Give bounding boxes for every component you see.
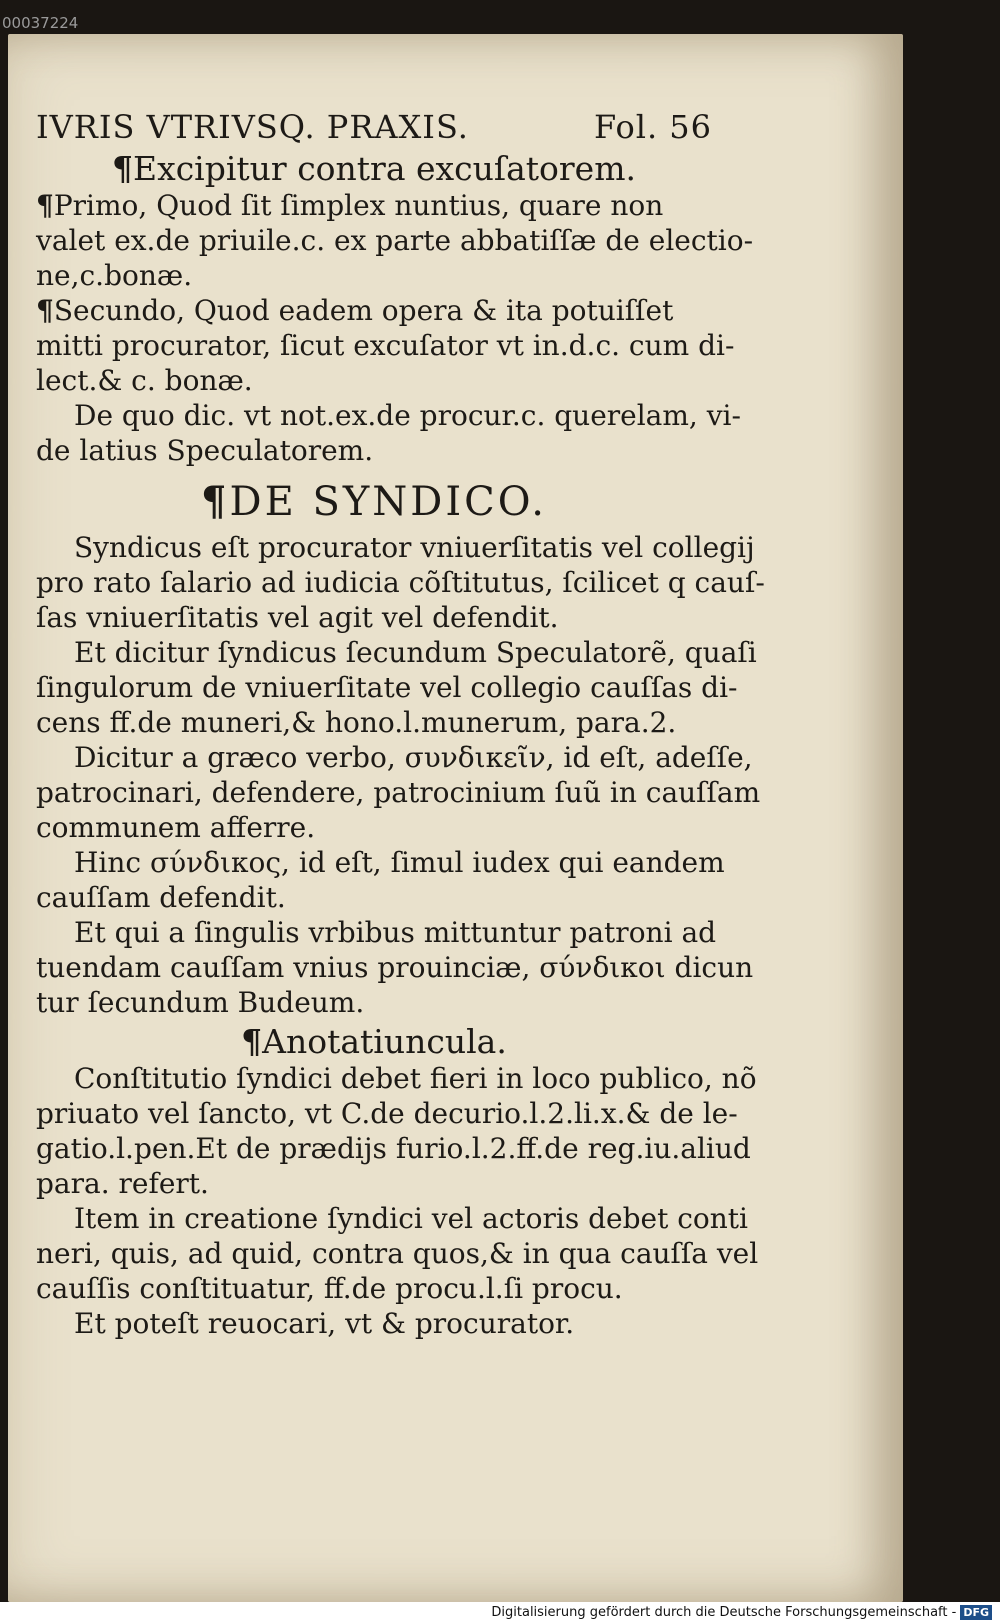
pilcrow-icon: ¶ [241, 1022, 263, 1061]
book-page [8, 34, 903, 1602]
paragraph [36, 915, 754, 1020]
text-line: patrocinari, defendere, patrocinium ſuũ in cauſſam [36, 776, 761, 809]
text-line: cauſſam defendit. [36, 881, 286, 914]
text-line: para. refert. [36, 1167, 209, 1200]
text-line: Syndicus eſt procurator vniuerſitatis vel collegij [74, 531, 755, 564]
paragraph [36, 1201, 759, 1306]
running-header [36, 110, 712, 145]
paragraph [36, 845, 725, 915]
section-heading: ¶Excipitur contra excuſatorem. [112, 149, 636, 188]
text-line: Hinc σύνδικος, id eſt, ſimul iudex qui eandem [74, 846, 725, 879]
running-title: IVRIS VTRIVSQ. PRAXIS. [36, 108, 469, 146]
pilcrow-icon: ¶ [36, 189, 54, 222]
text-line: tur ſecundum Budeum. [36, 986, 365, 1019]
paragraph [36, 740, 761, 845]
paragraph [36, 1061, 757, 1201]
text-line: Conſtitutio ſyndici debet fieri in loco publico, nõ [74, 1062, 757, 1095]
text-line: cens ff.de muneri,& hono.l.munerum, para.2. [36, 706, 677, 739]
text-line: gatio.l.pen.Et de prædijs furio.l.2.ff.de reg.iu.aliud [36, 1132, 751, 1165]
folio-number: Fol. 56 [593, 108, 712, 146]
paragraph [36, 530, 765, 635]
paragraph [36, 635, 757, 740]
text-line: ne,c.bonæ. [36, 259, 193, 292]
section-heading: ¶DE SYNDICO. [201, 478, 547, 525]
text-line: mitti procurator, ſicut excuſator vt in.d.c. cum di- [36, 329, 735, 362]
catalog-id: 00037224 [2, 14, 79, 32]
text-line: neri, quis, ad quid, contra quos,& in qua cauſſa vel [36, 1237, 759, 1270]
digitization-footer [0, 1602, 1000, 1622]
text-line: De quo dic. vt not.ex.de procur.c. querelam, vi- [74, 399, 741, 432]
section-heading: ¶Anotatiuncula. [241, 1022, 507, 1061]
dfg-logo: DFG [960, 1605, 992, 1620]
text-line: ¶Secundo, Quod eadem opera & ita potuiſſet [36, 294, 674, 327]
text-line: priuato vel ſancto, vt C.de decurio.l.2.li.x.& de le- [36, 1097, 738, 1130]
text-line: pro rato ſalario ad iudicia cõſtitutus, ſcilicet q cauſ- [36, 566, 765, 599]
text-line: Et poteſt reuocari, vt & procurator. [74, 1307, 575, 1340]
text-line: de latius Speculatorem. [36, 434, 374, 467]
text-line: valet ex.de priuile.c. ex parte abbatiſſæ de electio- [36, 224, 754, 257]
pilcrow-icon: ¶ [112, 149, 133, 188]
footer-text: Digitalisierung gefördert durch die Deutsche Forschungsgemeinschaft - [491, 1604, 957, 1620]
text-line: tuendam cauſſam vnius prouinciæ, σύνδικοι dicun [36, 951, 754, 984]
text-line: communem afferre. [36, 811, 316, 844]
text-line: ¶Primo, Quod ſit ſimplex nuntius, quare non [36, 189, 664, 222]
paragraph [36, 293, 735, 398]
text-line: Et dicitur ſyndicus ſecundum Speculatorẽ, quaſi [74, 636, 757, 669]
text-line: Item in creatione ſyndici vel actoris debet conti [74, 1202, 749, 1235]
text-line: ſas vniuerſitatis vel agit vel defendit. [36, 601, 559, 634]
text-line: lect.& c. bonæ. [36, 364, 253, 397]
paragraph [36, 188, 754, 293]
text-line: ſingulorum de vniuerſitate vel collegio cauſſas di- [36, 671, 738, 704]
text-line: Et qui a ſingulis vrbibus mittuntur patroni ad [74, 916, 717, 949]
paragraph [36, 398, 741, 468]
pilcrow-icon: ¶ [36, 294, 54, 327]
text-line: Dicitur a græco verbo, συνδικεῖν, id eſt, adeſſe, [74, 741, 753, 774]
text-line: cauſſis conſtituatur, ff.de procu.l.ſi procu. [36, 1272, 623, 1305]
paragraph [36, 1306, 712, 1341]
page-text [36, 108, 765, 1341]
pilcrow-icon: ¶ [201, 478, 230, 525]
